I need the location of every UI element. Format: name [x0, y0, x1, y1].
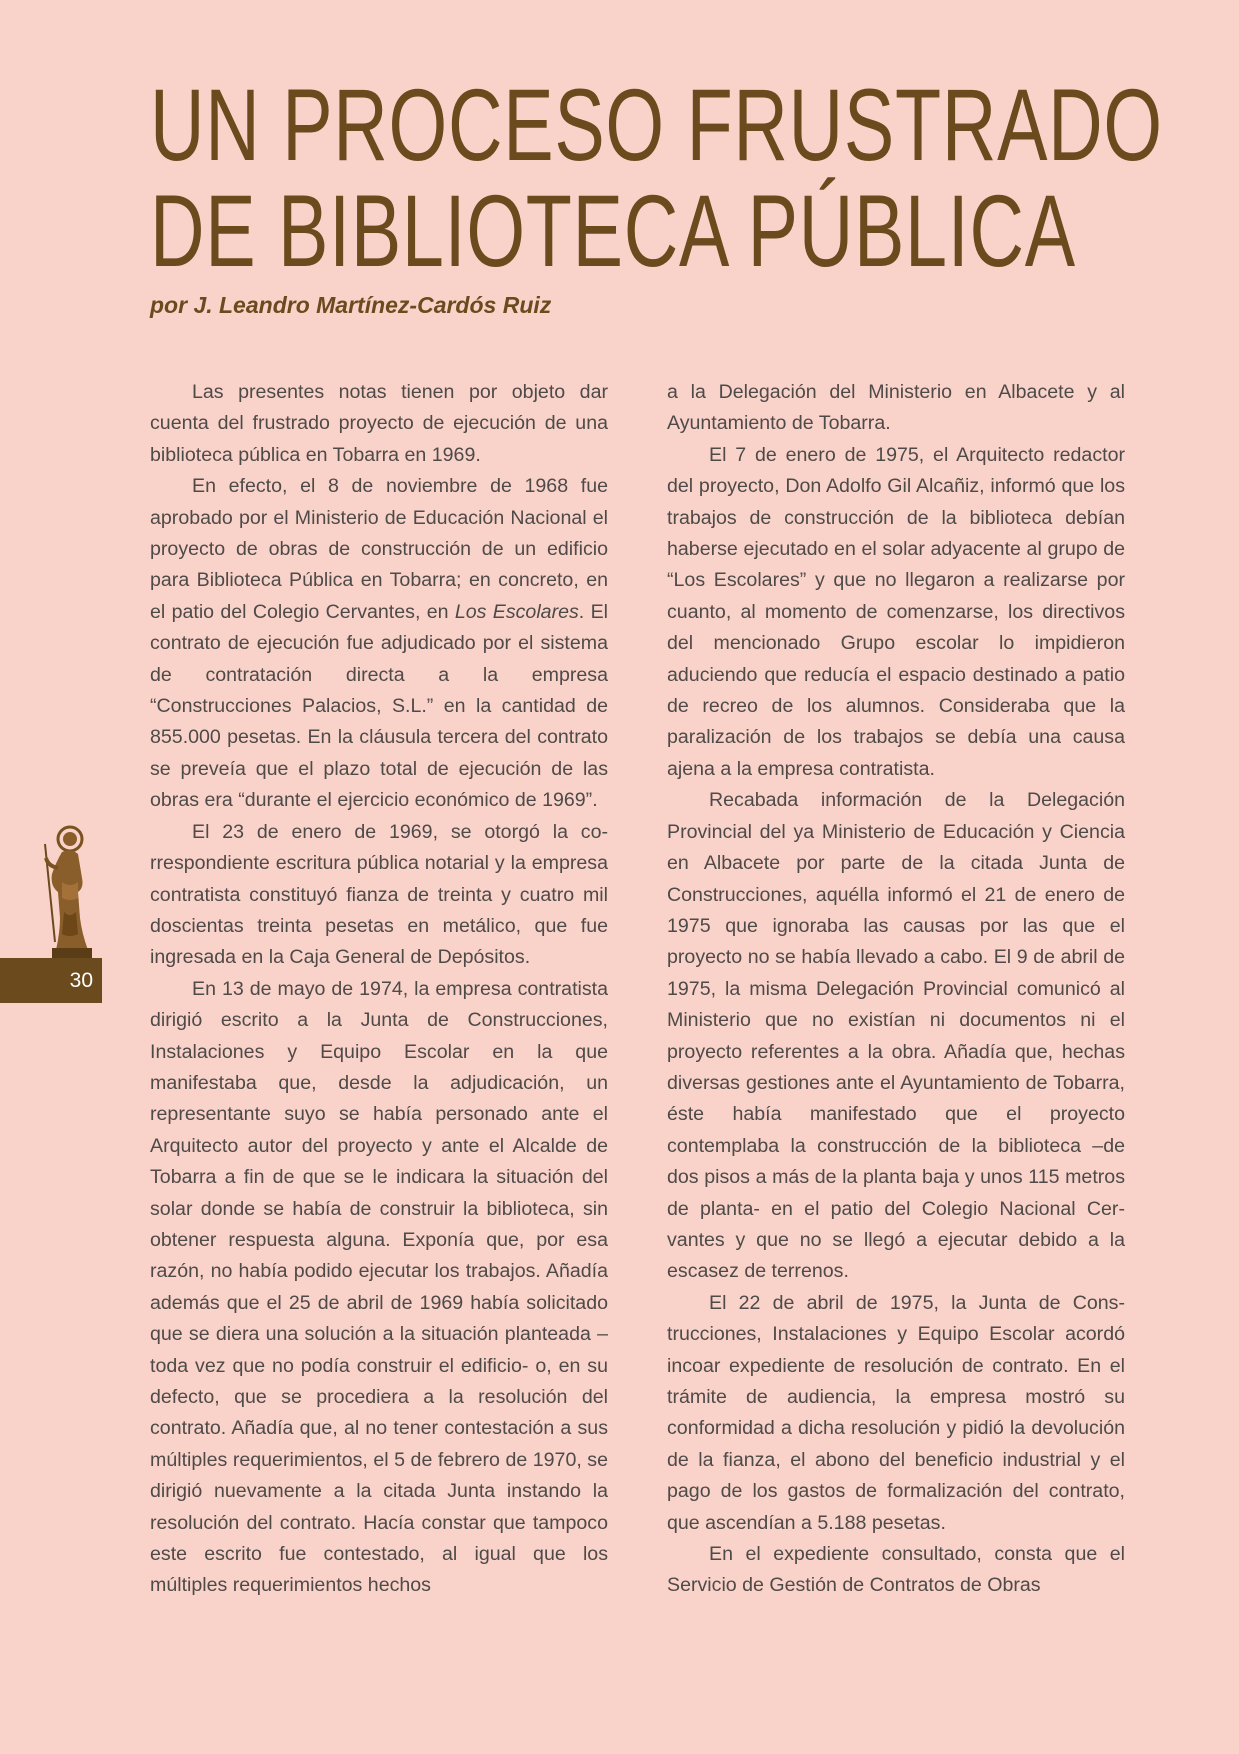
paragraph: El 23 de enero de 1969, se otorgó la correspondiente escritura pública notarial y la empresa contratista constituyó fianza de treinta y cuatro mil doscientas treinta pesetas en metálico, que fue ingresada en la Caja General de Depósitos.: [150, 820, 608, 969]
article-byline: por J. Leandro Martínez-Cardós Ruiz: [150, 292, 552, 318]
saint-statue-figure-icon: [38, 822, 102, 960]
article-title: [150, 68, 1163, 288]
page-number: 30: [69, 969, 93, 992]
article-title-line-2: DE BIBLIOTECA PÚBLICA: [150, 174, 1076, 288]
paragraph-continued: a la Delegación del Ministerio en Albacete y al Ayuntamiento de Tobarra.: [667, 381, 1125, 435]
paragraph: El 7 de enero de 1975, el Arquitecto redactor del proyecto, Don Adolfo Gil Alcañiz, informó que los trabajos de construcción de la biblioteca debían haberse ejecutado en el solar adyacente al grupo de “Los Escolares” y que no llegaron a realizarse por cuanto, al momento de comenzarse, los directivos del mencionado Grupo escolar lo impidieron aduciendo que reducía el espacio destinado a patio de recreo de los alumnos. Consideraba que la paralización de los trabajos se debía una causa ajena a la empresa contratista.: [667, 443, 1125, 780]
paragraph: Recabada información de la Delegación Provincial del ya Ministerio de Educación y Ciencia en Albacete por parte de la citada Junta de Construcciones, aquélla informó el 21 de enero de 1975 que ignoraba las causas por las que el proyecto no se había llevado a cabo. El 9 de abril de 1975, la misma Delegación Provincial comunicó al Ministerio que no existían ni documentos ni el proyecto referentes a la obra. Añadía que, hechas diversas gestiones ante el Ayuntamiento de Tobarra, éste había manifestado que el proyecto contemplaba la construcción de la biblioteca –de dos pisos a más de la planta baja y unos 115 metros de planta- en el patio del Colegio Nacional Cervantes y que no se llegó a ejecutar debido a la escasez de terrenos.: [667, 789, 1125, 1283]
paragraph-text: En efecto, el 8 de noviembre de 1968 fue aprobado por el Ministerio de Educación Nacional el proyecto de obras de construcción de un edificio para Biblioteca Pública en Tobarra; en concreto, en el patio del Colegio Cervantes, en: [150, 475, 608, 623]
page-number-tab: [0, 958, 102, 1003]
paragraph: En 13 de mayo de 1974, la empresa contratista dirigió escrito a la Junta de Construcciones, Instalaciones y Equipo Escolar en la que manifestaba que, desde la adjudicación, un representante suyo se había personado ante el Arquitecto autor del proyecto y ante el Alcalde de Tobarra a fin de que se le indicara la situación del solar donde se había de construir la biblioteca, sin obtener respuesta alguna. Exponía que, por esa razón, no había podido ejecutar los trabajos. Añadía además que el 25 de abril de 1969 había solicitado que se diera una solución a la situación planteada –toda vez que no podía construir el edificio- o, en su defecto, que se procediera a la resolución del contrato. Añadía que, al no tener contestación a sus múltiples requerimientos, el 5 de febrero de 1970, se dirigió nuevamente a la citada Junta instando la resolución del contrato. Hacía constar que tampoco este escrito fue contestado, al igual que los múltiples requerimientos hechos: [150, 977, 608, 1597]
left-text-column: [150, 377, 608, 1602]
paragraph: El 22 de abril de 1975, la Junta de Construcciones, Instalaciones y Equipo Escolar acordó incoar expediente de resolución de contrato. En el trámite de audiencia, la empresa mostró su conformidad a dicha resolución y pidió la devolución de la fianza, el abono del beneficio industrial y el pago de los gastos de formalización del contrato, que ascendían a 5.188 pesetas.: [667, 1291, 1125, 1534]
paragraph: En el expediente consultado, consta que el Servicio de Gestión de Contratos de Obras: [667, 1543, 1125, 1597]
right-text-column: [667, 377, 1125, 1602]
paragraph: Las presentes notas tienen por objeto dar cuenta del frustrado proyecto de ejecución de una biblioteca pública en Tobarra en 1969.: [150, 381, 608, 466]
paragraph: [150, 471, 608, 816]
paragraph-text: . El contrato de ejecución fue adjudicado por el sistema de contratación directa a la empresa “Construcciones Palacios, S.L.” en la cantidad de 855.000 pesetas. En la cláusula tercera del contrato se preveía que el plazo total de ejecución de las obras era “durante el ejercicio económico de 1969”.: [150, 600, 608, 812]
emphasized-text: Los Escolares: [454, 600, 579, 623]
article-title-line-1: UN PROCESO FRUSTRADO: [150, 68, 1163, 182]
